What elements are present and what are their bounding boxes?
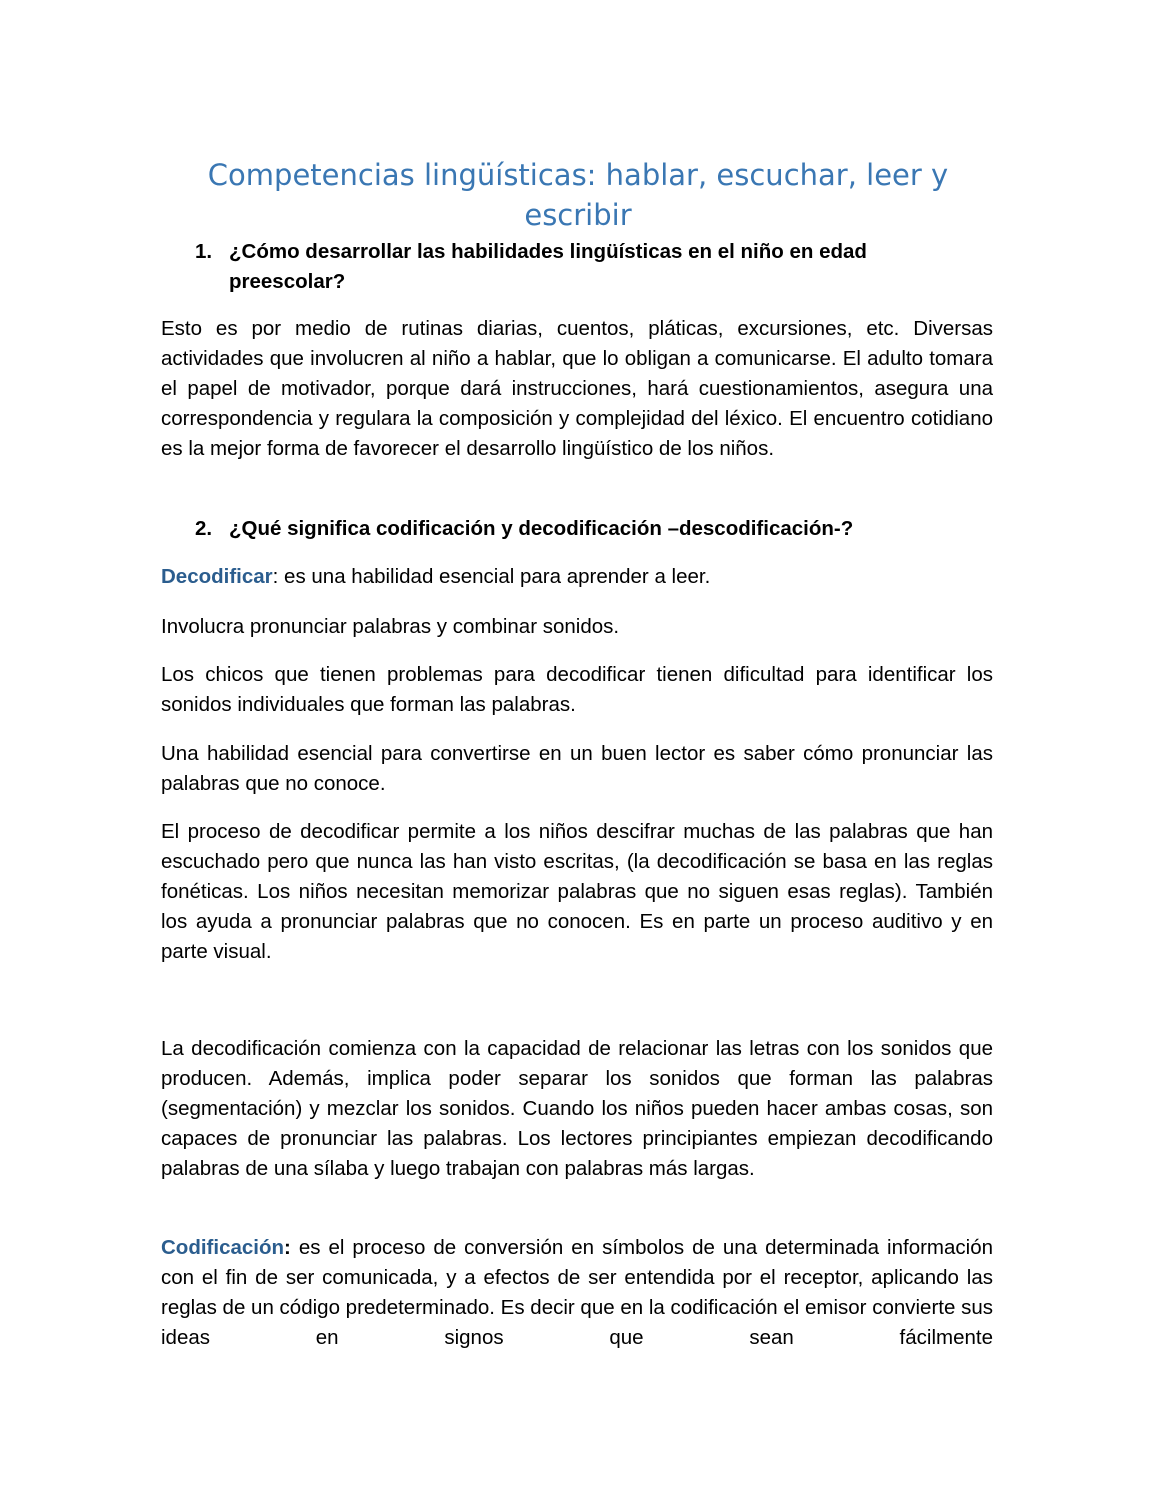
paragraph-comienza: La decodificación comienza con la capacidad de relacionar las letras con los sonidos que producen. Además, implica poder separar los sonidos que forman las palabras (segmentación) y mezclar los sonidos. Cuando los niños pueden hacer ambas cosas, son capaces de pronunciar las palabras. Los lectores principiantes empiezan decodificando palabras de una sílaba y luego trabajan con palabras más largas.	[161, 1037, 993, 1180]
question-text: ¿Cómo desarrollar las habilidades lingüísticas en el niño en edad preescolar?	[229, 240, 867, 293]
paragraph-decodificar	[161, 562, 993, 592]
question-1-heading	[195, 237, 965, 297]
definition-text: es el proceso de conversión en símbolos de una determinada información con el fin de ser comunicada, y a efectos de ser entendida por el receptor, aplicando las reglas de un código predeterminado. Es decir que en la codificación el emisor convierte sus ideas en signos que sean fácilmente	[161, 1236, 993, 1349]
paragraph-habilidad: Una habilidad esencial para convertirse en un buen lector es saber cómo pronunciar las palabras que no conoce.	[161, 742, 993, 795]
question-text: ¿Qué significa codificación y decodificación –descodificación-?	[229, 517, 854, 540]
list-number: 2.	[195, 517, 213, 540]
question-2-heading	[195, 514, 965, 544]
list-number: 1.	[195, 240, 213, 263]
paragraph-answer-1: Esto es por medio de rutinas diarias, cuentos, pláticas, excursiones, etc. Diversas actividades que involucren al niño a hablar, que lo obligan a comunicarse. El adulto tomara el papel de motivador, porque dará instrucciones, hará cuestionamientos, asegura una correspondencia y regulara la composición y complejidad del léxico. El encuentro cotidiano es la mejor forma de favorecer el desarrollo lingüístico de los niños.	[161, 317, 993, 460]
term-decodificar: Decodificar	[161, 565, 273, 588]
paragraph-chicos: Los chicos que tienen problemas para decodificar tienen dificultad para identificar los sonidos individuales que forman las palabras.	[161, 663, 993, 716]
definition-text: : es una habilidad esencial para aprender a leer.	[272, 565, 711, 588]
term-codificacion: Codificación	[161, 1236, 285, 1259]
colon: :	[284, 1236, 291, 1259]
paragraph-proceso: El proceso de decodificar permite a los niños descifrar muchas de las palabras que han escuchado pero que nunca las han visto escritas, (la decodificación se basa en las reglas fonéticas. Los niños necesitan memorizar palabras que no siguen esas reglas). También los ayuda a pronunciar palabras que no conocen. Es en parte un proceso auditivo y en parte visual.	[161, 820, 993, 963]
document-title: Competencias lingüísticas: hablar, escuchar, leer y escribir	[207, 158, 949, 232]
paragraph-involucra: Involucra pronunciar palabras y combinar sonidos.	[161, 615, 620, 638]
paragraph-codificacion	[161, 1233, 993, 1353]
